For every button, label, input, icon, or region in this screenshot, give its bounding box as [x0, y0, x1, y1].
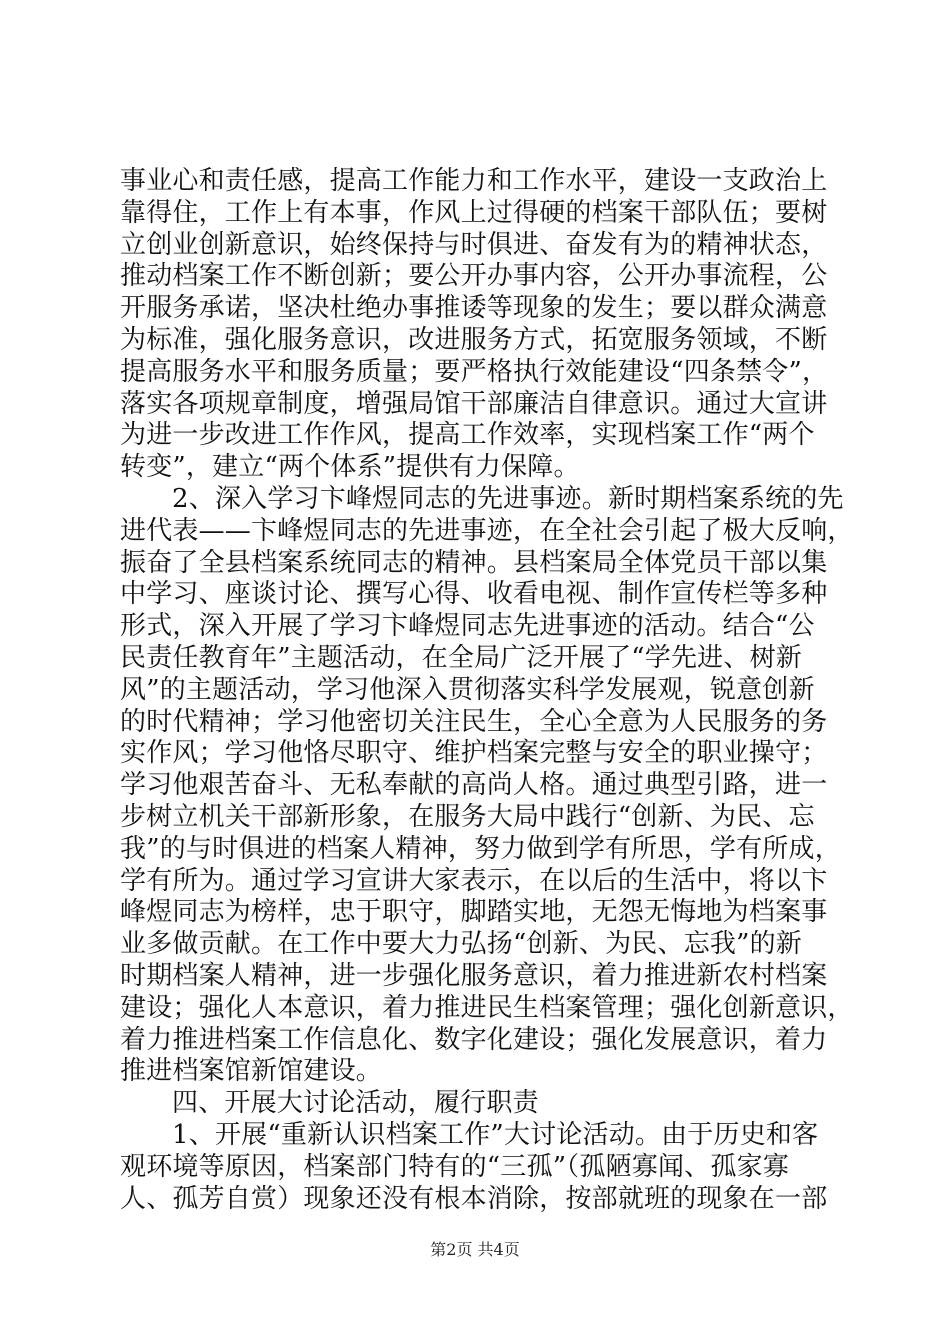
text-line: 转变”，建立“两个体系”提供有力保障。 — [120, 452, 580, 483]
text-line: 人、孤芳自赏）现象还没有根本消除，按部就班的现象在一部 — [120, 1183, 828, 1214]
text-line: 形式，深入开展了学习卞峰煜同志先进事迹的活动。结合“公 — [120, 611, 815, 642]
text-line: 学习他艰苦奋斗、无私奉献的高尚人格。通过典型引路，进一 — [120, 770, 828, 801]
text-line: 振奋了全县档案系统同志的精神。县档案局全体党员干部以集 — [120, 547, 828, 578]
text-line: 立创业创新意识，始终保持与时俱进、奋发有为的精神状态， — [120, 229, 828, 260]
text-line: 观环境等原因，档案部门特有的“三孤”（孤陋寡闻、孤家寡 — [120, 1151, 789, 1182]
text-line: 开服务承诺，坚决杜绝办事推诿等现象的发生；要以群众满意 — [120, 293, 828, 324]
text-line: 的时代精神；学习他密切关注民生，全心全意为人民服务的务 — [120, 706, 828, 737]
text-line: 峰煜同志为榜样，忠于职守，脚踏实地，无怨无悔地为档案事 — [120, 897, 828, 928]
text-line: 为进一步改进工作作风，提高工作效率，实现档案工作“两个 — [120, 420, 815, 451]
text-line: 时期档案人精神，进一步强化服务意识，着力推进新农村档案 — [120, 960, 828, 991]
page-footer: 第2页 共4页 — [430, 1240, 520, 1259]
text-line: 实作风；学习他恪尽职守、维护档案完整与安全的职业操守； — [120, 738, 828, 769]
text-line: 我”的与时俱进的档案人精神，努力做到学有所思，学有所成， — [120, 833, 841, 864]
text-line: 学有所为。通过学习宣讲大家表示，在以后的生活中，将以卞 — [120, 865, 828, 896]
paragraph-start-line: 2、深入学习卞峰煜同志的先进事迹。新时期档案系统的先 — [172, 483, 844, 514]
text-line: 事业心和责任感，提高工作能力和工作水平，建设一支政治上 — [120, 166, 828, 196]
text-line: 风”的主题活动，学习他深入贯彻落实科学发展观，锐意创新 — [120, 674, 815, 705]
text-line: 为标准，强化服务意识，改进服务方式，拓宽服务领域，不断 — [120, 324, 828, 355]
text-line: 业多做贡献。在工作中要大力弘扬“创新、为民、忘我”的新 — [120, 929, 802, 960]
text-line: 推动档案工作不断创新；要公开办事内容，公开办事流程，公 — [120, 261, 828, 292]
document-body — [120, 166, 854, 1215]
text-line: 靠得住，工作上有本事，作风上过得硬的档案干部队伍；要树 — [120, 197, 828, 228]
paragraph-start-line: 1、开展“重新认识档案工作”大讨论活动。由于历史和客 — [172, 1119, 819, 1150]
text-line: 提高服务水平和服务质量；要严格执行效能建设“四条禁令”， — [120, 356, 829, 387]
text-line: 步树立机关干部新形象，在服务大局中践行“创新、为民、忘 — [120, 801, 815, 832]
section-heading: 四、开展大讨论活动，履行职责 — [172, 1088, 539, 1119]
text-line: 落实各项规章制度，增强局馆干部廉洁自律意识。通过大宣讲 — [120, 388, 828, 419]
text-line: 着力推进档案工作信息化、数字化建设；强化发展意识，着力 — [120, 1024, 828, 1055]
text-line: 推进档案馆新馆建设。 — [120, 1056, 383, 1087]
text-line: 建设；强化人本意识，着力推进民生档案管理；强化创新意识， — [120, 992, 854, 1023]
text-line: 民责任教育年”主题活动，在全局广泛开展了“学先进、树新 — [120, 642, 802, 673]
text-line: 进代表——卞峰煜同志的先进事迹，在全社会引起了极大反响， — [120, 515, 854, 546]
text-line: 中学习、座谈讨论、撰写心得、收看电视、制作宣传栏等多种 — [120, 579, 828, 610]
